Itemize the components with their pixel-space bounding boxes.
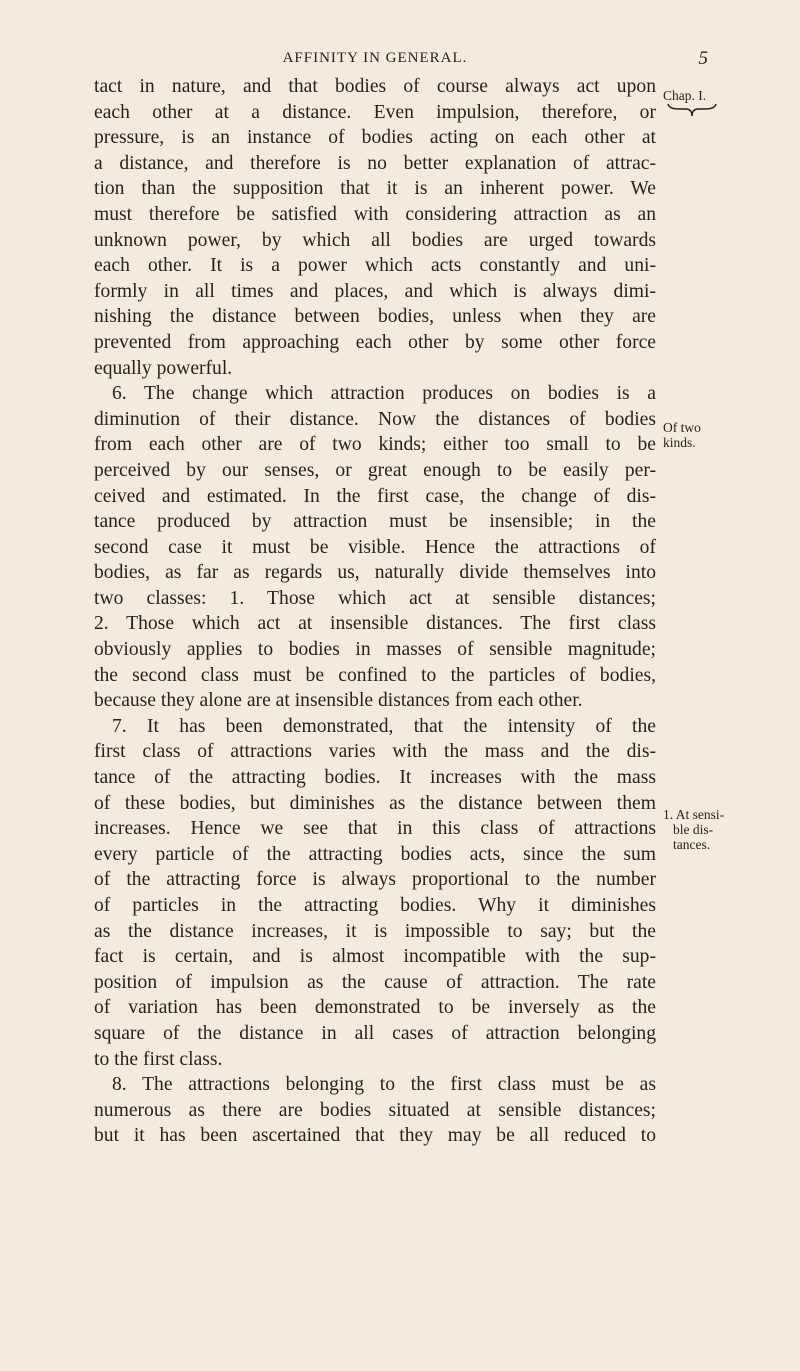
body-text: [94, 74, 656, 1149]
text-line: tact in nature, and that bodies of course always act upon: [94, 76, 656, 97]
text-line: because they alone are at insensible distances from each other.: [94, 690, 583, 712]
running-header: [94, 50, 708, 74]
running-title: AFFINITY IN GENERAL.: [282, 50, 468, 66]
text-line: tance of the attracting bodies. It increases with the mass: [94, 767, 656, 789]
margin-note-line: kinds.: [663, 435, 696, 450]
text-line: two classes: 1. Those which act at sensible distances;: [94, 587, 656, 609]
text-line: of particles in the attracting bodies. Why it diminishes: [94, 895, 656, 916]
text-line: of the attracting force is always proportional to the number: [94, 869, 656, 891]
margin-note-line: 1. At sensi-: [663, 807, 725, 822]
page-number: 5: [698, 48, 708, 69]
margin-note-line: Of two: [663, 420, 701, 435]
text-line: tance produced by attraction must be insensible; in the: [94, 511, 656, 533]
text-line: of variation has been demonstrated to be inversely as the: [94, 997, 656, 1019]
text-line: each other. It is a power which acts constantly and uni-: [94, 255, 656, 277]
brace-icon: [667, 103, 717, 117]
text-line: to the first class.: [94, 1048, 223, 1070]
text-line: each other at a distance. Even impulsion, therefore, or: [94, 101, 656, 123]
text-line: 8. The attractions belonging to the first class must be as: [112, 1074, 656, 1096]
text-line: square of the distance in all cases of attraction belonging: [94, 1022, 656, 1044]
margin-note-chapter: Chap. I.: [663, 88, 707, 103]
text-line: the second class must be confined to the particles of bodies,: [94, 664, 656, 686]
text-line: perceived by our senses, or great enough to be easily per-: [94, 459, 656, 481]
text-line: first class of attractions varies with the mass and the dis-: [94, 741, 656, 763]
text-line: a distance, and therefore is no better explanation of attrac-: [94, 152, 656, 174]
text-line: nishing the distance between bodies, unless when they are: [94, 306, 656, 328]
text-line: ceived and estimated. In the first case, the change of dis-: [94, 485, 656, 507]
text-line: but it has been ascertained that they may be all reduced to: [94, 1125, 656, 1147]
text-line: obviously applies to bodies in masses of sensible magnitude;: [94, 639, 656, 661]
text-line: bodies, as far as regards us, naturally divide themselves into: [94, 562, 656, 584]
text-line: from each other are of two kinds; either too small to be: [94, 434, 656, 456]
text-line: fact is certain, and is almost incompatible with the sup-: [94, 946, 656, 968]
margin-note-line: tances.: [673, 837, 711, 852]
text-line: increases. Hence we see that in this class of attractions: [94, 818, 656, 840]
text-line: 6. The change which attraction produces on bodies is a: [112, 383, 656, 405]
text-line: 2. Those which act at insensible distances. The first class: [94, 613, 656, 635]
margin-note-of-two-kinds: [663, 420, 701, 450]
text-line: formly in all times and places, and which is always dimi-: [94, 280, 656, 302]
text-line: of these bodies, but diminishes as the distance between them: [94, 792, 656, 814]
text-line: prevented from approaching each other by some other force: [94, 331, 656, 353]
text-line: every particle of the attracting bodies acts, since the sum: [94, 843, 656, 865]
text-line: equally powerful.: [94, 357, 233, 379]
margin-note-line: ble dis-: [673, 822, 714, 837]
text-line: second case it must be visible. Hence the attractions of: [94, 536, 656, 558]
text-line: unknown power, by which all bodies are urged towards: [94, 229, 656, 251]
text-line: diminution of their distance. Now the distances of bodies: [94, 408, 656, 430]
text-line: 7. It has been demonstrated, that the intensity of the: [112, 715, 656, 737]
text-line: as the distance increases, it is impossible to say; but the: [94, 920, 656, 942]
text-line: position of impulsion as the cause of attraction. The rate: [94, 971, 656, 993]
margin-note-sensible-distances: [663, 807, 724, 852]
text-line: tion than the supposition that it is an inherent power. We: [94, 178, 656, 200]
text-line: numerous as there are bodies situated at sensible distances;: [94, 1099, 656, 1121]
text-line: must therefore be satisfied with considering attraction as an: [94, 203, 656, 225]
text-line: pressure, is an instance of bodies acting on each other at: [94, 127, 656, 149]
